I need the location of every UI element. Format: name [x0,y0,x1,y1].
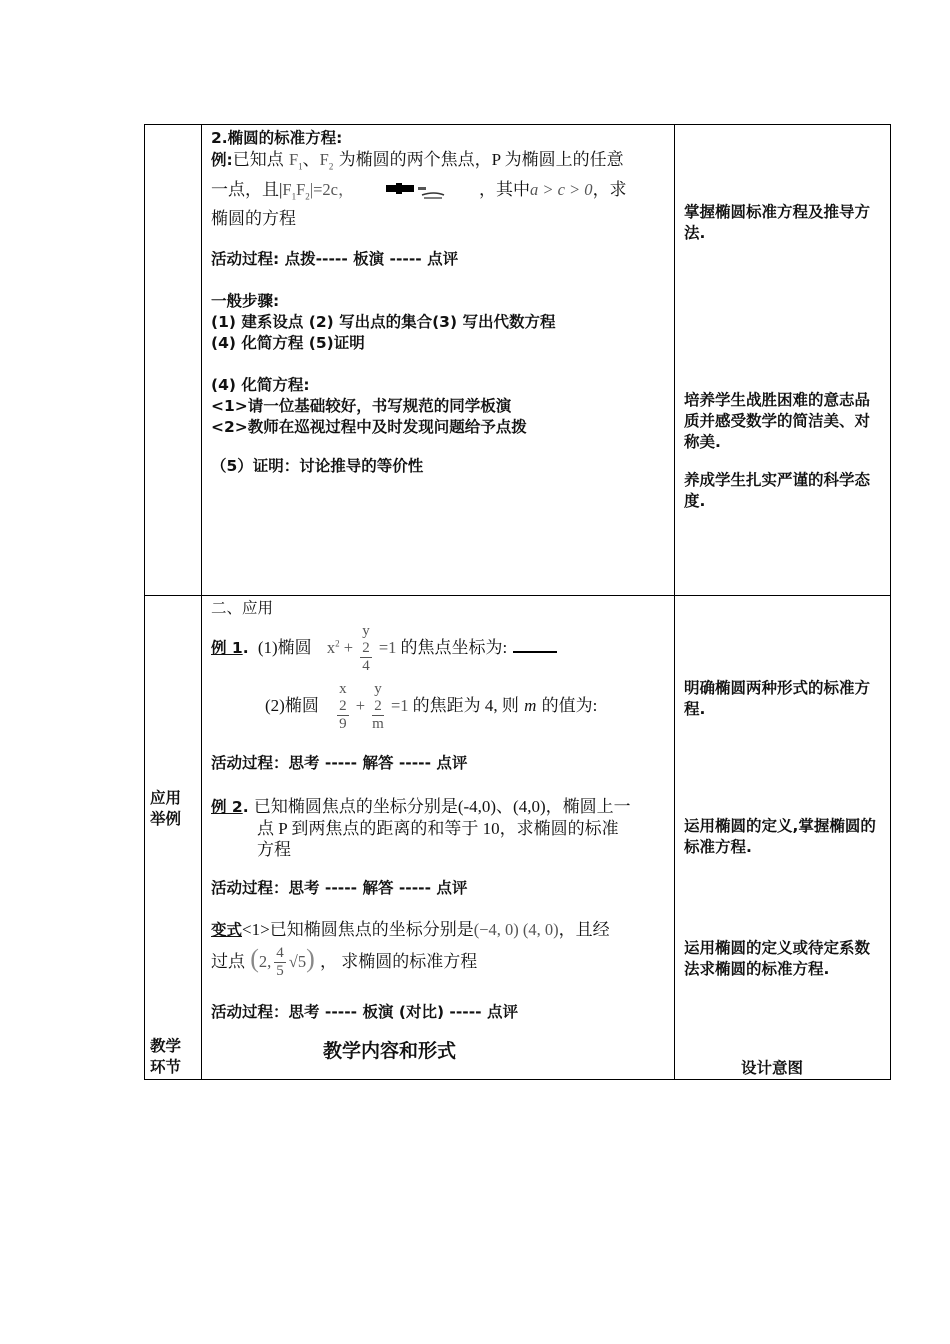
steps-line: (4) 化简方程 (5)证明 [211,333,365,352]
example-text: 的值为: [541,695,598,715]
variant-text: ， 求椭圆的标准方程 [320,952,478,971]
column-divider-2 [674,124,675,1080]
simplify-step: <2>教师在巡视过程中及时发现问题给予点拨 [211,417,527,436]
example-text: 的焦距为 4, 则 [412,695,519,715]
table-border-right [890,124,891,1080]
lesson-table [144,124,891,1080]
example-text: 已知椭圆焦点的坐标分别是(-4,0)、(4,0)，椭圆上一 [253,797,631,816]
bottom-intent-3: 运用椭圆的定义或待定系数法求椭圆的标准方程. [684,939,871,978]
example-text: 已知点 [232,150,284,169]
simplify-step: <1>请一位基础较好，书写规范的同学板演 [211,396,512,415]
content-footer-label: 教学内容和形式 [323,1040,457,1062]
simplify-title: (4) 化简方程: [211,375,310,394]
top-intent-2: 培养学生战胜困难的意志品质并感受数学的简洁美、对称美. [684,391,871,451]
equation: |=2c， [309,180,355,200]
section-heading: 2.椭圆的标准方程: [211,129,343,147]
example-line-3: 椭圆的方程 [211,208,296,228]
example-text: 的焦点坐标为: [400,637,508,657]
example-text: ，求 [592,180,627,200]
example-label: 例: [211,151,233,169]
table-border-bottom [144,1079,891,1080]
example-line-1 [211,149,671,177]
bottom-intent-2: 运用椭圆的定义,掌握椭圆的标准方程. [684,817,876,856]
example-2-label: 例 2 [211,798,243,816]
condition: a > c > 0 [529,180,593,200]
example-1-label: 例 1 [211,638,243,657]
separator: 、 [302,150,320,169]
activity-process: 活动过程：思考 ----- 解答 ----- 点评 [211,879,468,897]
activity-process: 活动过程：思考 ----- 解答 ----- 点评 [211,754,468,772]
example-text: 一点，且| [211,180,283,200]
table-border-left [144,124,145,1080]
table-border-top [144,124,891,125]
ellipse-equation-1: $x^2$ + y 2 4 =1 [326,623,397,674]
variable-m: m [524,695,537,715]
stage-label: 应用举例 [150,789,182,828]
ellipse-equation-2: x 2 9 + y 2 m =1 [339,681,409,732]
steps-line: (1) 建系设点 (2) 写出点的集合(3) 写出代数方程 [211,312,556,331]
example-text: (2)椭圆 [265,695,319,715]
stage-footer-label: 教学环节 [150,1037,182,1076]
bottom-content-cell [211,598,671,1062]
steps-title: 一般步骤: [211,291,280,310]
activity-process: 活动过程: 点拨----- 板演 ----- 点评 [211,249,459,268]
variant-1-line-2: 过点 (2, $\frac{4}{5}$ √5) ， 求椭圆的标准方程 [211,944,478,979]
section-title: 二、应用 [211,599,274,617]
example-1-part-1: 例 1. (1)椭圆 $x^2$ + y 2 4 =1 的焦点坐标为: [211,623,671,675]
answer-blank [513,637,557,653]
example-text: ，其中 [478,180,530,200]
proof-line: （5）证明：讨论推导的等价性 [211,456,424,475]
top-intent-3: 养成学生扎实严谨的科学态度. [684,471,871,510]
example-text: (1)椭圆 [257,637,312,657]
garbled-formula-image [382,181,446,201]
focus-coordinates: (−4, 0) (4, 0) [473,920,559,939]
intent-footer-label: 设计意图 [741,1059,804,1077]
column-divider-1 [201,124,202,1080]
f1f2-symbol: $F_1F_2$ [282,180,310,202]
example-line-2 [211,179,671,207]
given-point: ( [250,944,259,973]
variant-label: 变式 [211,921,243,939]
variant-text: ，且经 [558,920,610,939]
example-text: 点 P 到两焦点的距离的和等于 10，求椭圆的标准 [257,819,619,838]
example-2: 例 2. 已知椭圆焦点的坐标分别是(-4,0)、(4,0)，椭圆上一 点 P 到两焦点的距离的和等于 10，求椭圆的标准 方程 [211,796,671,860]
example-1-part-2 [211,681,671,733]
row-divider [144,595,891,596]
activity-process: 活动过程：思考 ----- 板演 (对比) ----- 点评 [211,1003,518,1021]
top-intent-1: 掌握椭圆标准方程及推导方法. [684,203,871,242]
top-content-cell [211,128,671,477]
example-text: 方程 [257,840,291,859]
example-text: 为椭圆的两个焦点，P 为椭圆上的任意 [338,150,624,169]
f2-symbol: $F_2$ [319,150,334,172]
variant-text: 过点 [211,952,245,971]
bottom-intent-1: 明确椭圆两种形式的标准方程. [684,679,871,718]
variant-1-line-1 [211,919,671,941]
f1-symbol: $F_1$ [288,150,303,172]
variant-text: <1>已知椭圆焦点的坐标分别是 [242,920,474,939]
